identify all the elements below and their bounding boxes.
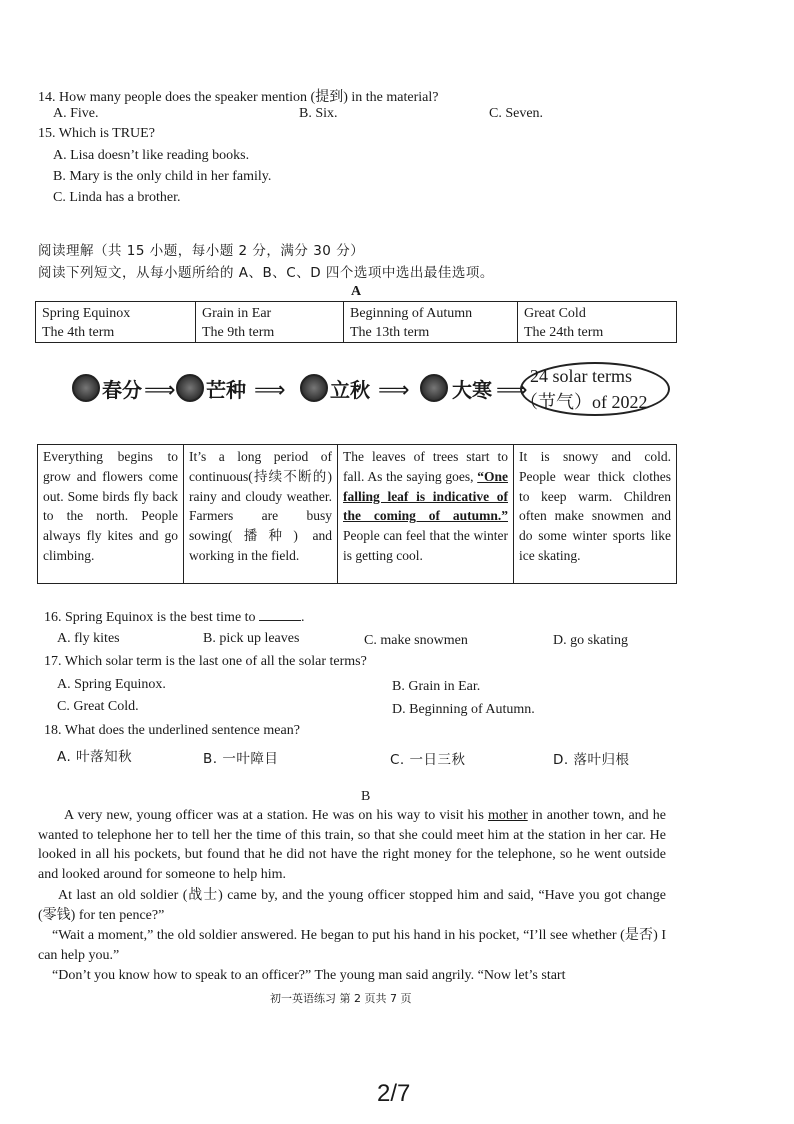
q16-option-a: A. fly kites xyxy=(57,631,120,646)
spring-equinox-icon xyxy=(72,374,100,402)
q15-question: 15. Which is TRUE? xyxy=(38,126,155,141)
passage-a-label: A xyxy=(351,284,362,299)
q18-option-c: C. 一日三秋 xyxy=(390,752,466,768)
oval-line-1: 24 solar terms xyxy=(530,366,632,386)
term-name: Spring Equinox xyxy=(42,306,131,321)
flow-term-name: 芒种 xyxy=(206,378,246,402)
q18-question: 18. What does the underlined sentence mean? xyxy=(44,723,300,738)
d3-pre: The leaves of trees start to fall. As the saying goes, xyxy=(343,449,508,484)
page-number: 2/7 xyxy=(377,1080,411,1107)
oval-line-2: （节气）of 2022 xyxy=(520,392,648,412)
term-cell xyxy=(196,302,344,342)
q14-option-a: A. Five. xyxy=(53,106,99,121)
term-order: The 24th term xyxy=(524,325,604,340)
q18-option-d: D. 落叶归根 xyxy=(553,752,630,768)
arrow-icon: ⟹ xyxy=(496,378,528,403)
description-beginning-of-autumn xyxy=(338,445,514,583)
passage-b-paragraph-3: “Wait a moment,” the old soldier answered. He began to put his hand in his pocket, “I’ll see whether (是否) I can help you.” xyxy=(38,928,666,963)
term-order: The 9th term xyxy=(202,325,275,340)
flow-term-name: 春分 xyxy=(102,378,142,402)
description-table xyxy=(37,444,677,584)
term-name: Grain in Ear xyxy=(202,306,272,321)
q17-question: 17. Which solar term is the last one of all the solar terms? xyxy=(44,654,367,669)
q18-option-b: B. 一叶障目 xyxy=(203,751,279,767)
flow-term-name: 立秋 xyxy=(330,378,370,402)
arrow-icon: ⟹ xyxy=(254,378,286,403)
term-order: The 4th term xyxy=(42,325,115,340)
p1-post: in another town, and he wanted to telephone her to tell her the time of this train, so that she could meet him at the station in her car. He looked in all his pockets, but found that he did not have the right money for the telephone, so he went outside and looked around for someone to help him. xyxy=(38,808,666,882)
term-cell xyxy=(344,302,518,342)
flow-term-name: 大寒 xyxy=(452,378,492,402)
p1-pre: A very new, young officer was at a station. He was on his way to visit his xyxy=(64,808,489,823)
description-grain-in-ear: It’s a long period of continuous(持续不断的) rainy and cloudy weather. Farmers are busy sowing(播种) and working in the field. xyxy=(184,445,338,583)
arrow-icon: ⟹ xyxy=(144,378,176,403)
term-cell xyxy=(36,302,196,342)
d3-post: People can feel that the winter is getting cool. xyxy=(343,528,508,563)
section-instruction: 阅读下列短文，从每小题所给的 A、B、C、D 四个选项中选出最佳选项。 xyxy=(38,265,494,281)
passage-b-paragraph-4: “Don’t you know how to speak to an officer?” The young man said angrily. “Now let’s start xyxy=(52,968,566,983)
section-title: 阅读理解（共 15 小题，每小题 2 分，满分 30 分） xyxy=(38,243,365,259)
q16-question xyxy=(44,608,305,626)
passage-b-paragraph-1 xyxy=(38,806,666,884)
q16-option-c: C. make snowmen xyxy=(364,633,468,648)
great-cold-icon xyxy=(420,374,448,402)
q14-option-b: B. Six. xyxy=(299,106,338,121)
q17-option-a: A. Spring Equinox. xyxy=(57,677,166,692)
q17-option-c: C. Great Cold. xyxy=(57,699,139,714)
description-great-cold: It is snowy and cold. People wear thick clothes to keep warm. Children often make snowmen and do some winter sports like ice skating. xyxy=(519,449,671,563)
page-footer: 初一英语练习 第 2 页共 7 页 xyxy=(270,992,412,1005)
description-spring-equinox: Everything begins to grow and flowers come out. Some birds fly back to the north. People always fly kites and go climbing. xyxy=(38,445,184,583)
q17-option-b: B. Grain in Ear. xyxy=(392,679,481,694)
q18-option-a: A. 叶落知秋 xyxy=(57,749,133,765)
answer-blank xyxy=(259,608,301,621)
solar-term-table xyxy=(35,301,677,343)
passage-b-paragraph-2: At last an old soldier (战士) came by, and the young officer stopped him and said, “Have you got change (零钱) for ten pence?” xyxy=(38,888,666,923)
q16-option-d: D. go skating xyxy=(553,633,629,648)
term-order: The 13th term xyxy=(350,325,430,340)
q16-stem: 16. Spring Equinox is the best time to xyxy=(44,610,256,625)
q15-option-b: B. Mary is the only child in her family. xyxy=(53,169,272,184)
underlined-sentence: “One falling leaf is indicative of the coming of autumn.” xyxy=(343,468,508,524)
q14-question: 14. How many people does the speaker mention (提到) in the material? xyxy=(38,90,439,105)
grain-in-ear-icon xyxy=(176,374,204,402)
q16-end: . xyxy=(301,610,305,625)
beginning-of-autumn-icon xyxy=(300,374,328,402)
q15-option-a: A. Lisa doesn’t like reading books. xyxy=(53,148,250,163)
q15-option-c: C. Linda has a brother. xyxy=(53,190,181,205)
q14-option-c: C. Seven. xyxy=(489,106,544,121)
solar-term-flow xyxy=(72,360,672,420)
underlined-word: mother xyxy=(488,808,528,823)
term-cell xyxy=(518,302,676,342)
arrow-icon: ⟹ xyxy=(378,378,410,403)
q17-option-d: D. Beginning of Autumn. xyxy=(392,702,535,717)
term-name: Great Cold xyxy=(524,306,586,321)
passage-b-label: B xyxy=(361,789,371,804)
term-name: Beginning of Autumn xyxy=(350,306,473,321)
q16-option-b: B. pick up leaves xyxy=(203,631,300,646)
